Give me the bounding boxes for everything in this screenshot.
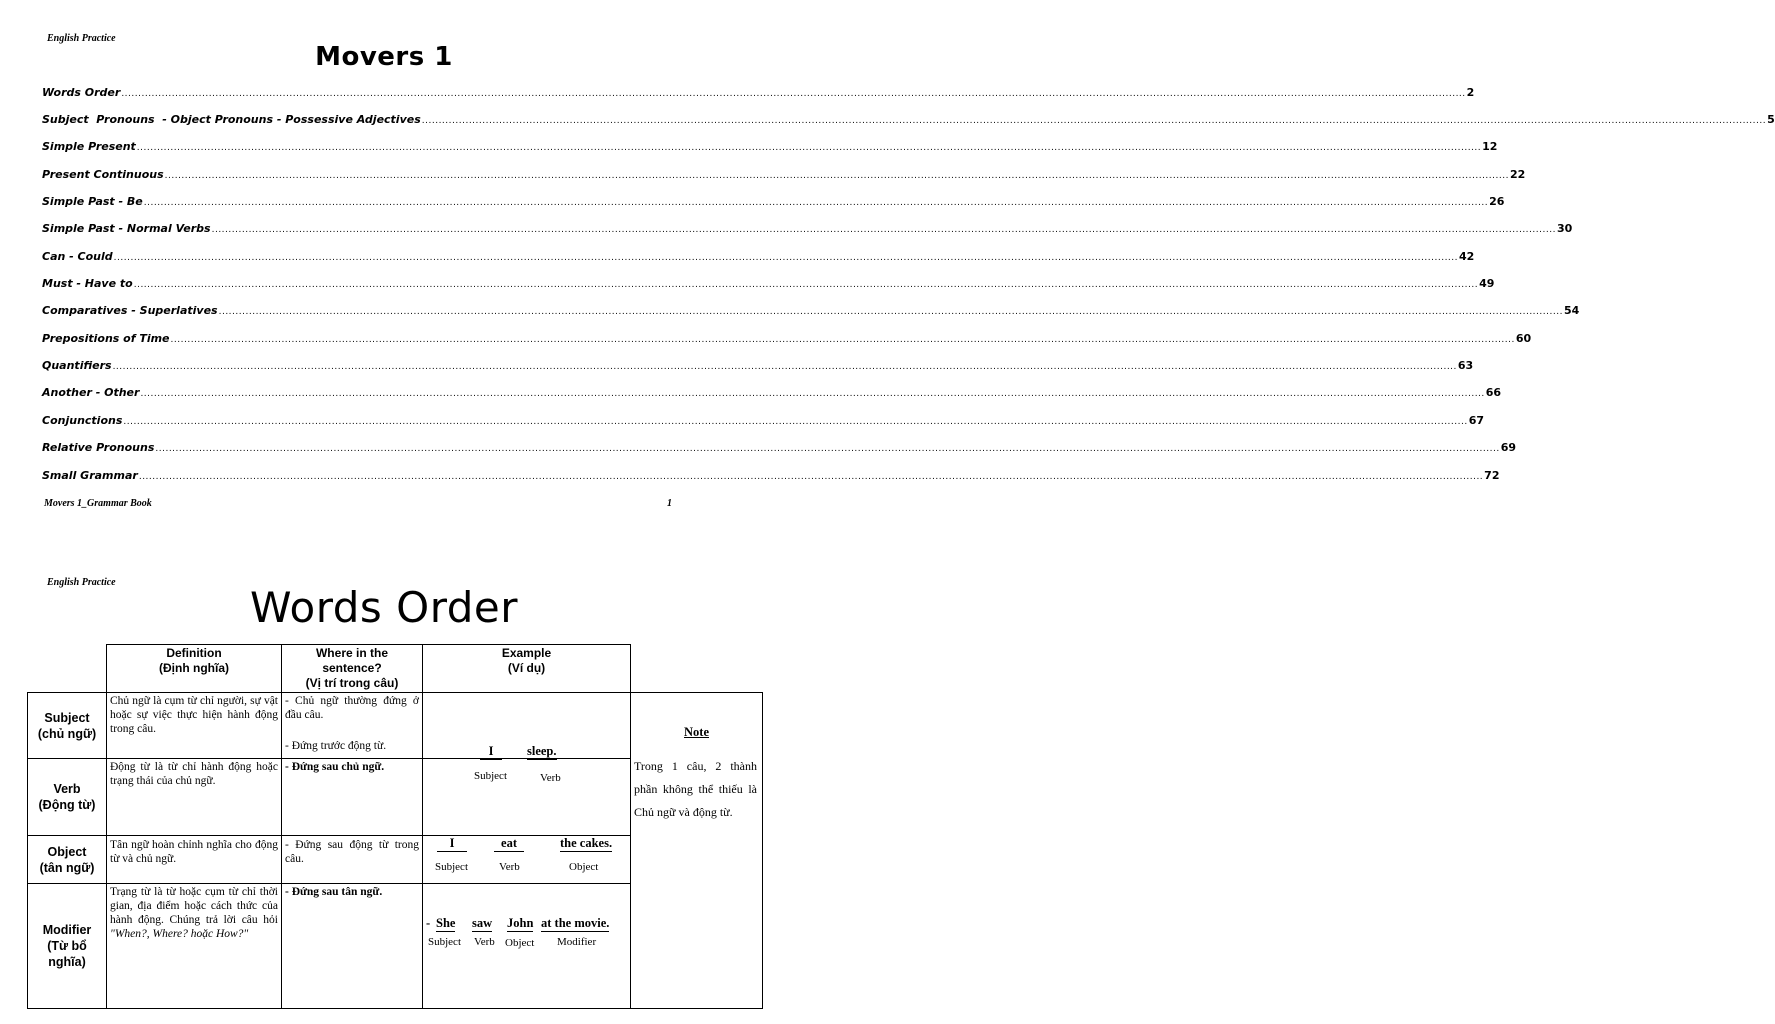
- toc-leader-dots: ................................................................................................................................................................................................................................................................................................................................................................................................................: [133, 280, 1479, 290]
- row-term-object: Object (tân ngữ): [39, 844, 95, 875]
- example2-label-object: Object: [569, 861, 599, 873]
- toc-leader-dots: ................................................................................................................................................................................................................................................................................................................................................................................................................: [170, 335, 1515, 345]
- toc-entry-label: Simple Past - Normal Verbs: [42, 222, 211, 235]
- toc-entry-page: 26: [1489, 195, 1505, 208]
- example1-label-subject: Subject: [474, 770, 507, 782]
- toc-entry[interactable]: [42, 277, 1495, 297]
- definition-modifier: [110, 885, 278, 941]
- toc-entry[interactable]: [42, 168, 1526, 188]
- toc-entry[interactable]: [42, 195, 1505, 215]
- page1-footer-left: Movers 1_Grammar Book: [44, 498, 152, 509]
- example3-label-verb: Verb: [474, 936, 495, 948]
- toc-entry-page: 22: [1509, 168, 1526, 181]
- table-col-line-2: [281, 644, 282, 1008]
- toc-entry[interactable]: [42, 140, 1498, 160]
- toc-entry-page: 42: [1459, 250, 1475, 263]
- toc-entry-label: Relative Pronouns: [42, 441, 155, 454]
- where-object: - Đứng sau động từ trong câu.: [285, 839, 419, 865]
- toc-entry-label: Prepositions of Time: [42, 332, 170, 345]
- toc-entry-label: Small Grammar: [42, 469, 138, 482]
- toc-entry[interactable]: [42, 113, 1775, 133]
- toc-leader-dots: ................................................................................................................................................................................................................................................................................................................................................................................................................: [155, 444, 1500, 454]
- row-term-verb: Verb (Động từ): [38, 782, 96, 812]
- page1-footer-page-number: 1: [667, 498, 672, 509]
- example2-label-subject: Subject: [435, 861, 468, 873]
- example3-label-subject: Subject: [428, 936, 461, 948]
- toc-entry-label: Present Continuous: [42, 168, 164, 181]
- toc-leader-dots: ................................................................................................................................................................................................................................................................................................................................................................................................................: [164, 171, 1509, 181]
- definition-subject: Chủ ngữ là cụm từ chỉ người, sự vật hoặc sự việc thực hiện hành động trong câu.: [110, 695, 278, 735]
- toc-entry-page: 66: [1485, 386, 1502, 399]
- toc-entry-label: Comparatives - Superlatives: [42, 304, 218, 317]
- table-border-row2: [27, 835, 631, 836]
- toc-leader-dots: ................................................................................................................................................................................................................................................................................................................................................................................................................: [218, 307, 1563, 317]
- toc-entry[interactable]: [42, 359, 1474, 379]
- example3-dash: -: [426, 916, 431, 930]
- example3-word-object: John: [507, 916, 534, 930]
- toc-entry[interactable]: [42, 386, 1502, 406]
- page1-title: Movers 1: [315, 42, 453, 72]
- toc-leader-dots: ................................................................................................................................................................................................................................................................................................................................................................................................................: [138, 472, 1484, 482]
- example3-label-object: Object: [505, 937, 535, 949]
- toc-leader-dots: ................................................................................................................................................................................................................................................................................................................................................................................................................: [121, 89, 1466, 99]
- toc-leader-dots: ................................................................................................................................................................................................................................................................................................................................................................................................................: [140, 389, 1485, 399]
- table-border-top: [106, 644, 631, 645]
- toc-entry[interactable]: [42, 86, 1475, 106]
- page2-title: Words Order: [249, 583, 519, 632]
- toc-leader-dots: ................................................................................................................................................................................................................................................................................................................................................................................................................: [143, 198, 1489, 208]
- example1-word-subject: I: [480, 744, 502, 760]
- table-border-bottom: [27, 1008, 763, 1009]
- toc-entry-label: Can - Could: [42, 250, 113, 263]
- toc-entry[interactable]: [42, 469, 1500, 489]
- toc-leader-dots: ................................................................................................................................................................................................................................................................................................................................................................................................................: [136, 143, 1482, 153]
- table-border-header: [27, 692, 763, 693]
- toc-entry-label: Words Order: [42, 86, 121, 99]
- toc-entry-label: Another - Other: [42, 386, 140, 399]
- definition-modifier-question: "When?, Where? hoặc How?": [110, 928, 249, 940]
- table-border-row3: [27, 883, 631, 884]
- example3-label-modifier: Modifier: [557, 936, 597, 948]
- toc-entry-page: 69: [1500, 441, 1517, 454]
- toc-entry-label: Must - Have to: [42, 277, 133, 290]
- example2-word-verb: eat: [494, 836, 524, 852]
- toc-entry[interactable]: [42, 304, 1580, 324]
- example1-label-verb: Verb: [540, 772, 561, 784]
- note-text: Trong 1 câu, 2 thành phần không thể thiếu là Chủ ngữ và động từ.: [634, 759, 757, 819]
- table-col-line-3: [422, 644, 423, 1008]
- toc-entry-page: 49: [1479, 277, 1495, 290]
- toc-entry[interactable]: [42, 414, 1485, 434]
- toc-entry-page: 60: [1515, 332, 1532, 345]
- example1-word-verb: sleep.: [527, 744, 557, 758]
- toc-leader-dots: ................................................................................................................................................................................................................................................................................................................................................................................................................: [421, 116, 1767, 126]
- example3-word-modifier: at the movie.: [541, 916, 610, 930]
- table-col-line-1: [106, 644, 107, 1008]
- row-term-modifier: Modifier (Từ bổ nghĩa): [42, 923, 92, 969]
- row-term-subject: Subject (chủ ngữ): [37, 710, 97, 741]
- toc-entry-page: 72: [1484, 469, 1500, 482]
- toc-entry-label: Simple Present: [42, 140, 136, 153]
- toc-entry-label: Simple Past - Be: [42, 195, 143, 208]
- toc-entry-page: 5: [1767, 113, 1775, 126]
- example2-word-object: the cakes.: [560, 836, 613, 850]
- where-modifier: - Đứng sau tân ngữ.: [285, 886, 383, 898]
- toc-leader-dots: ................................................................................................................................................................................................................................................................................................................................................................................................................: [123, 417, 1468, 427]
- toc-entry-page: 30: [1556, 222, 1573, 235]
- where-verb: - Đứng sau chủ ngữ.: [285, 761, 385, 773]
- toc-entry-page: 2: [1466, 86, 1475, 99]
- header-where: Where in the sentence? (Vị trí trong câu): [305, 646, 399, 690]
- toc-entry[interactable]: [42, 332, 1532, 352]
- header-example: Example (Ví dụ): [501, 646, 552, 675]
- note-title: Note: [684, 725, 709, 739]
- toc-leader-dots: ................................................................................................................................................................................................................................................................................................................................................................................................................: [112, 362, 1457, 372]
- example2-word-subject: I: [437, 836, 467, 852]
- page1-header: English Practice: [47, 33, 116, 44]
- toc-entry[interactable]: [42, 441, 1517, 461]
- toc-entry-label: Subject Pronouns - Object Pronouns - Possessive Adjectives: [42, 113, 421, 126]
- definition-verb: Động từ là từ chỉ hành động hoặc trạng thái của chủ ngữ.: [110, 761, 278, 787]
- toc-entry-label: Conjunctions: [42, 414, 123, 427]
- toc-entry-page: 63: [1457, 359, 1474, 372]
- toc-leader-dots: ................................................................................................................................................................................................................................................................................................................................................................................................................: [211, 225, 1556, 235]
- table-col-line-4: [630, 644, 631, 1008]
- toc-entry-label: Quantifiers: [42, 359, 112, 372]
- toc-entry-page: 67: [1468, 414, 1485, 427]
- example3-word-verb: saw: [472, 916, 493, 930]
- toc-entry[interactable]: [42, 222, 1573, 242]
- definition-object: Tân ngữ hoàn chỉnh nghĩa cho động từ và chủ ngữ.: [110, 839, 278, 865]
- toc-entry-page: 12: [1482, 140, 1498, 153]
- where-subject-2: - Đứng trước động từ.: [285, 740, 387, 752]
- table-border-right: [762, 692, 763, 1008]
- example2-label-verb: Verb: [499, 861, 520, 873]
- page2-header: English Practice: [47, 577, 116, 588]
- example3-word-subject: She: [436, 916, 456, 930]
- toc-entry-page: 54: [1563, 304, 1580, 317]
- definition-modifier-text: Trạng từ là từ hoặc cụm từ chỉ thời gian, địa điểm hoặc cách thức của hành động. Chúng trả lời câu hỏi: [110, 886, 278, 926]
- where-subject-1: - Chủ ngữ thường đứng ở đầu câu.: [285, 695, 419, 721]
- toc-entry[interactable]: [42, 250, 1475, 270]
- toc-leader-dots: ................................................................................................................................................................................................................................................................................................................................................................................................................: [113, 253, 1459, 263]
- header-definition: Definition (Định nghĩa): [159, 646, 229, 675]
